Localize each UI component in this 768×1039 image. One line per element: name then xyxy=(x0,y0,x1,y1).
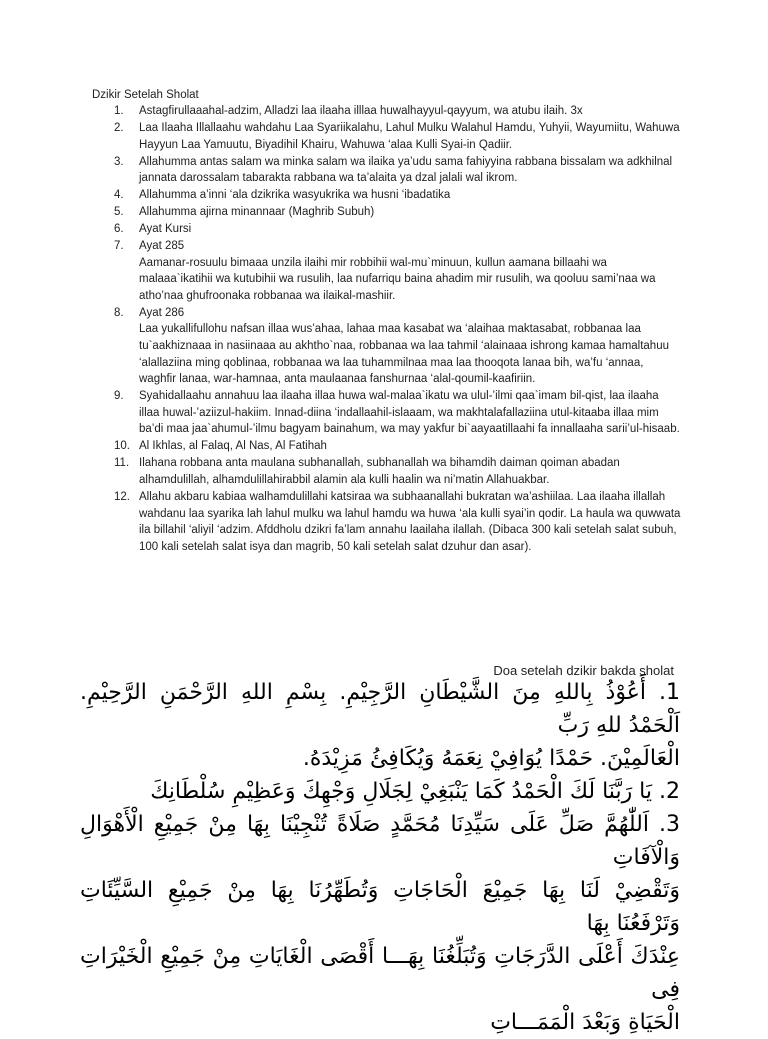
document-title: Dzikir Setelah Sholat xyxy=(92,89,199,101)
list-item-text: Astagfirullaaahal-adzim, Alladzi laa ilaaha illlaa huwalhayyul-qayyum, wa atubu ilaih. 3x xyxy=(139,105,583,117)
list-item-text: Al Ikhlas, al Falaq, Al Nas, Al Fatihah xyxy=(139,440,327,453)
list-item-text: Allahumma a’inni ‘ala dzikrika wasyukrika wa husni ‘ibadatika xyxy=(139,189,451,202)
list-item xyxy=(92,221,682,238)
list-item xyxy=(92,438,682,455)
dzikir-list xyxy=(92,103,682,556)
list-item-number: 4. xyxy=(114,189,124,202)
list-item-number: 5. xyxy=(114,206,124,219)
list-item xyxy=(92,305,682,388)
list-item-text: Ayat Kursi xyxy=(139,223,192,236)
list-item-text: Ayat 285 Aamanar-rosuulu bimaaa unzila ilaihi mir robbihii wal-mu`minuun, kullun aamana billaahi wa malaaa`ikatihii wa kutubihii wa rusulih, laa nufarriqu baina ahadim mir rusulih, wa qooluu sami’naa wa atho’naa ghufroonaka robbanaa wa ilaikal-mashiir. xyxy=(139,240,656,302)
list-item-text: Allahumma ajirna minannaar (Maghrib Subuh) xyxy=(139,206,375,219)
list-item-text: Laa Ilaaha Illallaahu wahdahu Laa Syariikalahu, Lahul Mulku Walahul Hamdu, Yuhyii, Wayumiitu, Wahuwa Hayyun Laa Yamuutu, Biyadihil Khairu, Wahuwa ‘alaa Kulli Syai-in Qadiir. xyxy=(139,121,680,151)
list-item-text: Allahumma antas salam wa minka salam wa ilaika ya’udu sama fahiyyina rabbana bissalam wa adkhilnal jannata darossalam tabarakta rabbana wa ta’alaita ya dzal jalali wal ikrom. xyxy=(139,155,673,185)
arabic-line: 1. أَعُوْذُ بِاللهِ مِنَ الشَّيْطَانِ الرَّجِيْمِ. بِسْمِ اللهِ الرَّحْمَنِ الرَّحِيْمِ. اَلْحَمْدُ للهِ رَبِّ xyxy=(80,680,680,738)
list-item-text: Syahidallaahu annahuu laa ilaaha illaa huwa wal-malaa`ikatu wa ulul-’ilmi qaa`imam bil-qist, laa ilaaha illaa huwal-’aziizul-hakiim. Innad-diina ‘indallaahil-islaaam, wa makhtalafallaziina utul-kitaaba illaa mim ba’di maa jaa`ahumul-’ilmu bagyam bainahum, wa may yakfur bi`aayaatillaahi fa innallaaha sarii’ul-hisaab. xyxy=(139,390,680,436)
doa-caption: Doa setelah dzikir bakda sholat xyxy=(493,663,674,678)
arabic-line: وَتَقْضِيْ لَنَا بِهَا جَمِيْعَ الْحَاجَاتِ وَتُطَهِّرُنَا بِهَا مِنْ جَمِيْعِ السَّيِّئَاتِ وَتَرْفَعُنَا بِهَا xyxy=(80,878,680,936)
list-item xyxy=(92,187,682,204)
list-item-number: 8. xyxy=(114,306,124,319)
list-item xyxy=(92,238,682,304)
list-item-number: 1. xyxy=(114,105,124,117)
list-item-number: 9. xyxy=(114,390,124,403)
list-item-number: 11. xyxy=(114,457,130,470)
list-item xyxy=(92,154,682,187)
arabic-doa-text xyxy=(80,676,680,1039)
list-item-number: 10. xyxy=(114,440,130,453)
arabic-line: الْعَالَمِيْنَ. حَمْدًا يُوَافِيْ نِعَمَهُ وَيُكَافِئُ مَزِيْدَهُ. xyxy=(302,746,680,771)
arabic-line: 2. يَا رَبَّنَا لَكَ الْحَمْدُ كَمَا يَنْبَغِيْ لِجَلَالِ وَجْهِكَ وَعَظِيْمِ سُلْطَانِكَ xyxy=(150,779,680,804)
list-item-number: 6. xyxy=(114,223,124,236)
arabic-line: 3. اَللّٰهُمَّ صَلِّ عَلَى سَيِّدِنَا مُحَمَّدٍ صَلَاةً تُنْجِيْنَا بِهَا مِنْ جَمِيْعِ الْأَهْوَالِ وَالْآفَاتِ xyxy=(80,812,680,870)
list-item-number: 12. xyxy=(114,490,130,503)
list-item xyxy=(92,455,682,488)
list-item xyxy=(92,120,682,153)
list-item-text: Ayat 286 Laa yukallifullohu nafsan illaa wus’ahaa, lahaa maa kasabat wa ‘alaihaa maktasabat, robbanaa laa tu`aakhiznaaa in nasiinaaa au akhtho`naa, robbanaa wa laa tahmil ‘alainaaa ishrong kamaa hamaltahuu ‘alallaziina ming qoblinaa, robbanaa wa laa tuhammilnaa maa laa thooqota lanaa bih, wa’fu ‘annaa, waghfir lanaa, war-hamnaa, anta maulaanaa fanshurnaa ‘alal-qoumil-kaafiriin. xyxy=(139,306,669,386)
list-item xyxy=(92,489,682,555)
list-item xyxy=(92,204,682,221)
list-item-number: 3. xyxy=(114,155,124,168)
arabic-line: عِنْدَكَ أَعْلَى الدَّرَجَاتِ وَتُبَلِّغُنَا بِهَـــا أَقْصَى الْغَايَاتِ مِنْ جَمِيْعِ الْخَيْرَاتِ فِى xyxy=(80,944,680,1002)
arabic-line: الْحَيَاةِ وَبَعْدَ الْمَمَـــاتِ xyxy=(490,1010,680,1035)
list-item-number: 7. xyxy=(114,240,124,253)
list-item-number: 2. xyxy=(114,121,124,134)
list-item xyxy=(92,103,682,120)
list-item-text: Allahu akbaru kabiaa walhamdulillahi katsiraa wa subhaanallahi bukratan wa’ashiilaa. Laa ilaaha illallah wahdanu laa syarika lah lahul mulku wa lahul hamdu wa huwa ‘ala kulli syai’in qodir. La haula wa quwwata ila billahil ‘aliyil ‘adzim. Afddholu dzikri fa’lam annahu laailaha ilallah. (Dibaca 300 kali setelah salat subuh, 100 kali setelah salat isya dan magrib, 50 kali setelah salat dzuhur dan asar). xyxy=(139,490,681,553)
list-item-text: Ilahana robbana anta maulana subhanallah, subhanallah wa bihamdih daiman qoiman abadan alhamdulillah, alhamdulillahirabbil alamin ala kulli haalin wa ni’matin Allahuakbar. xyxy=(139,457,620,486)
list-item xyxy=(92,388,682,438)
